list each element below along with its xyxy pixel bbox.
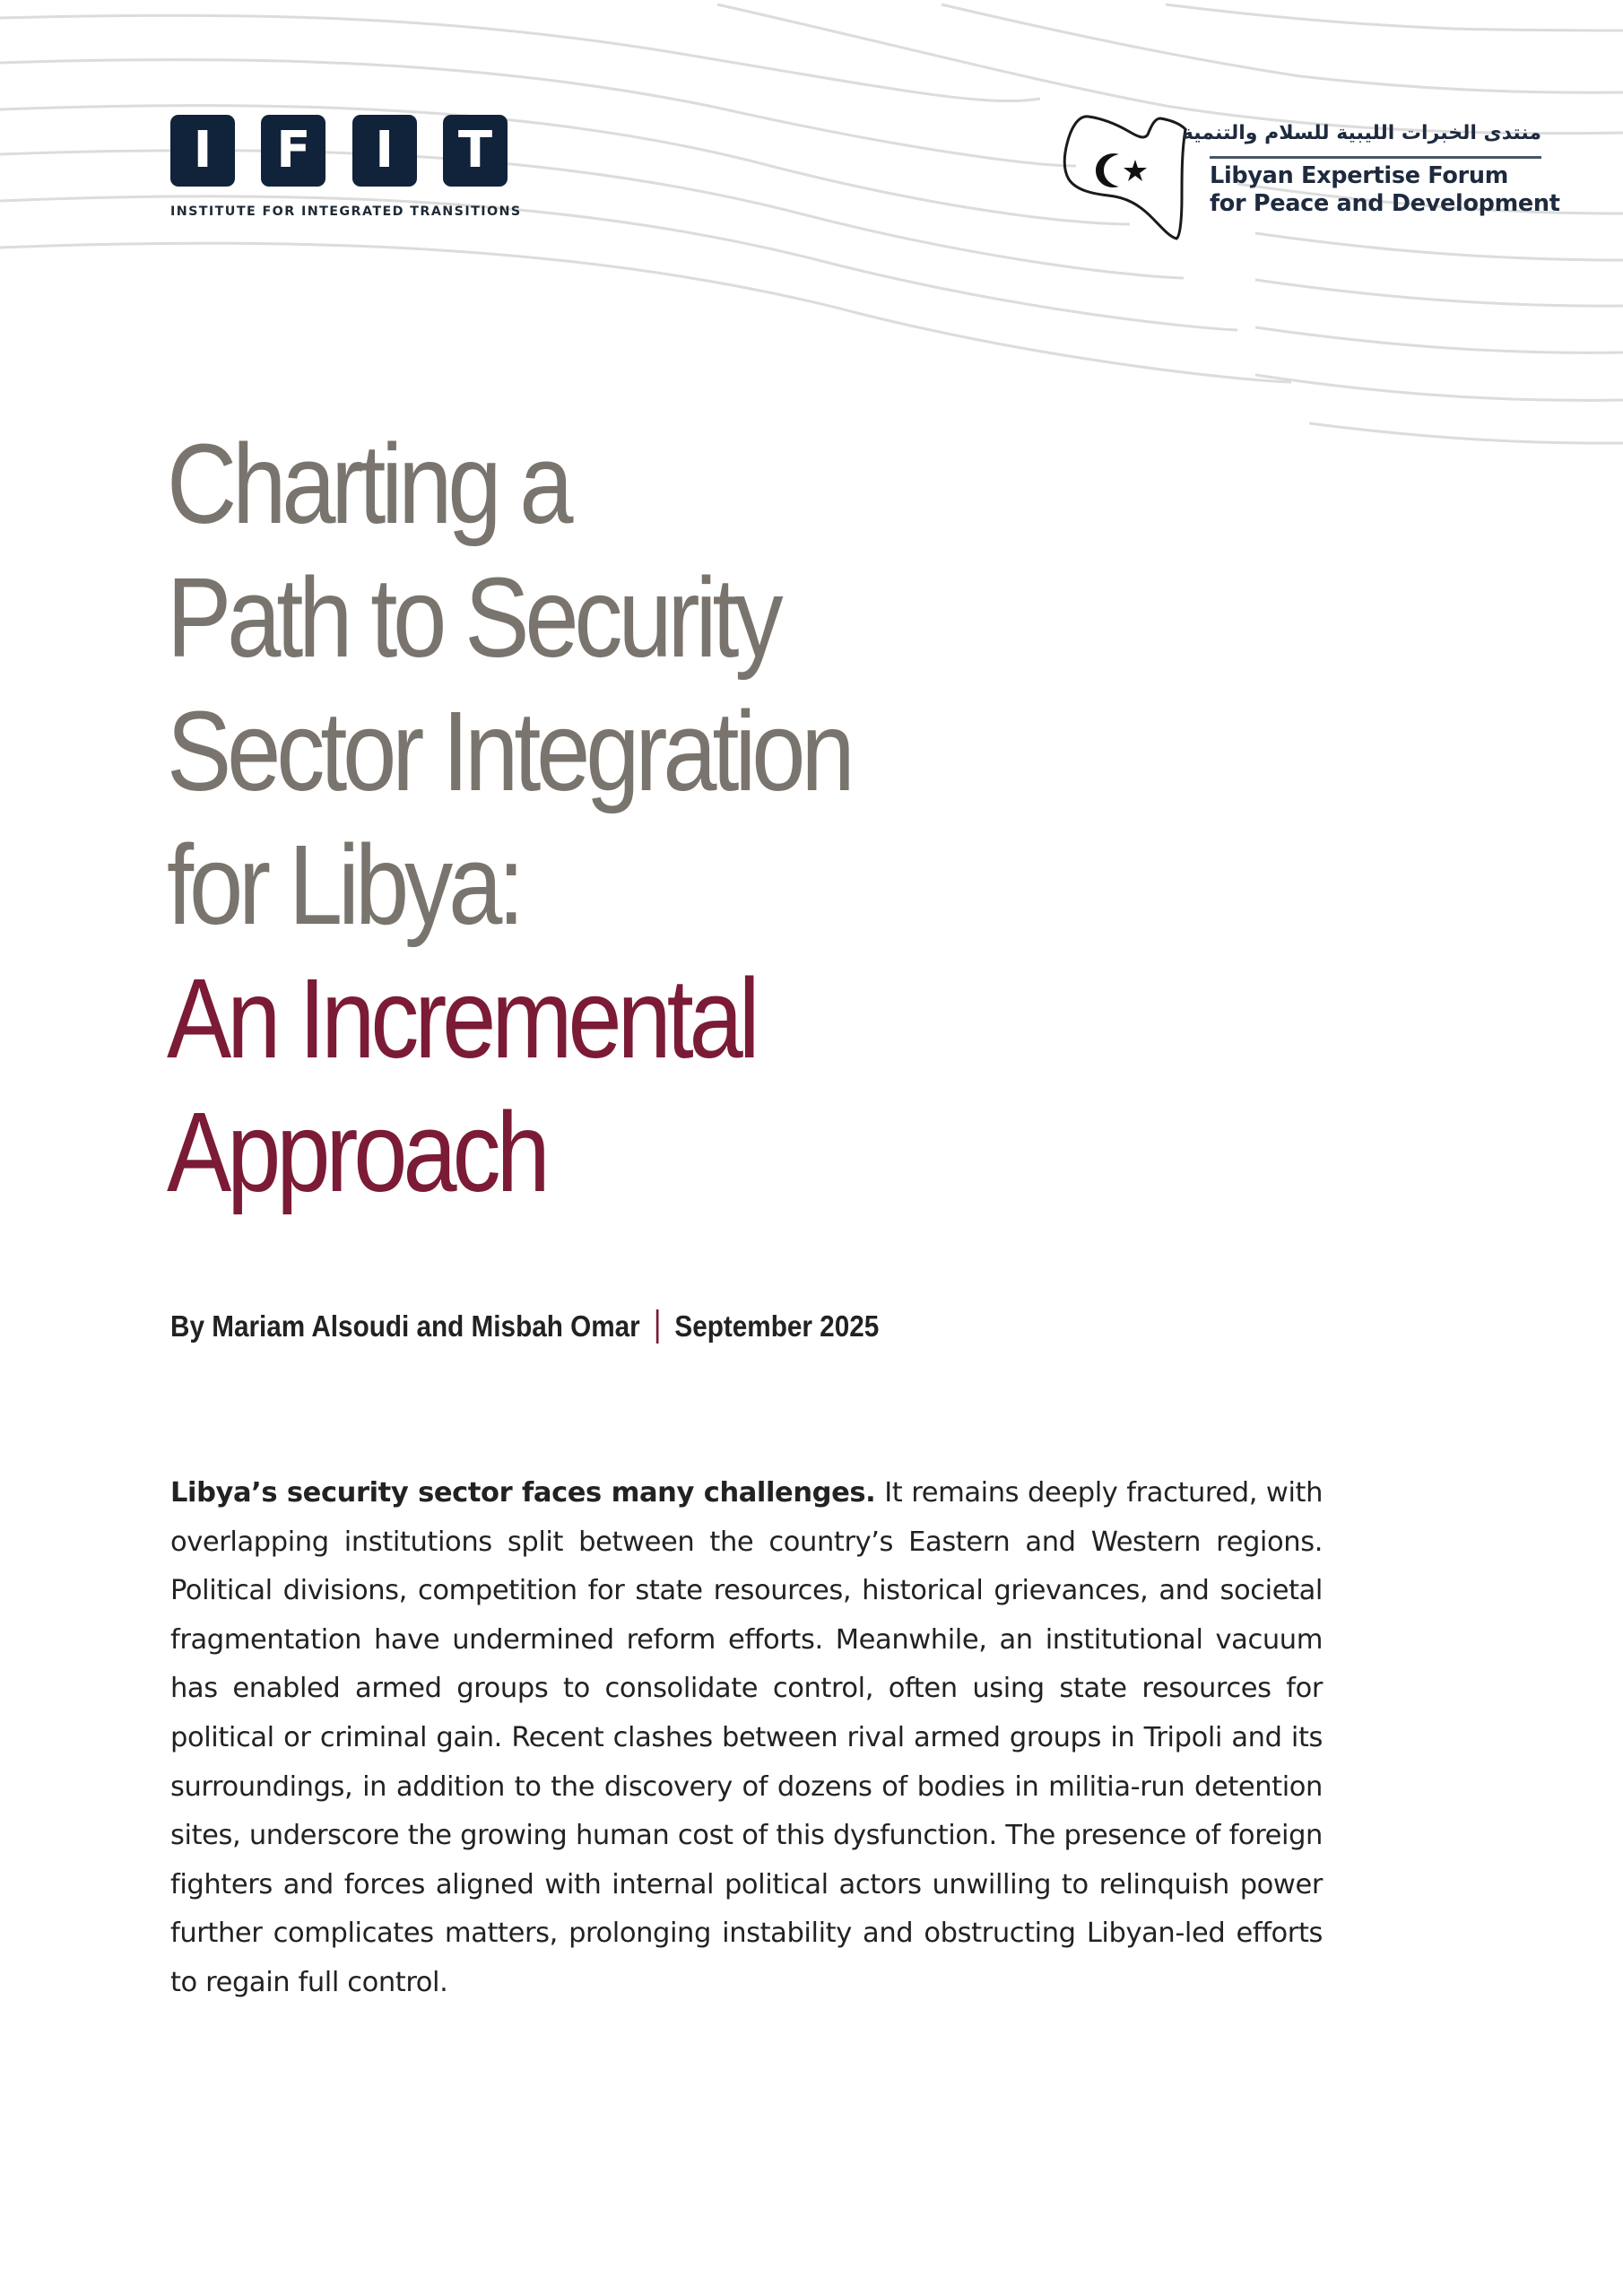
lef-logo: [1062, 111, 1560, 246]
publication-date: September 2025: [674, 1309, 880, 1343]
title-line: Sector Integration: [167, 688, 851, 814]
wave-line: [1255, 327, 1623, 352]
intro-lead-sentence: Libya’s security sector faces many challenges.: [170, 1477, 876, 1509]
wave-line: [0, 15, 1040, 100]
title-line: Charting a: [167, 421, 569, 547]
lef-english-name-line-1: Libyan Expertise Forum: [1210, 162, 1508, 189]
subtitle-line: Approach: [167, 1089, 546, 1215]
ifit-letter-block: I: [352, 115, 417, 187]
libya-map-outline: [1064, 117, 1185, 239]
crescent-icon: [1096, 153, 1119, 187]
wave-line: [0, 106, 1130, 224]
star-icon: [1124, 160, 1147, 181]
ifit-letter-block: F: [261, 115, 325, 187]
ifit-logo-blocks: [170, 115, 508, 187]
libya-map-crescent-star-icon: [1062, 111, 1196, 242]
ifit-letter-block: I: [170, 115, 235, 187]
wave-line: [1255, 375, 1623, 400]
lef-divider: [1210, 156, 1541, 159]
intro-body-text: It remains deeply fractured, with overlapping institutions split between the country’s Eastern and Western regions. Political divisions, competition for state resources, historical grievances, and societal fragmentation have undermined reform efforts. Meanwhile, an institutional vacuum has enabled armed groups to consolidate control, often using state resources for political or criminal gain. Recent clashes between rival armed groups in Tripoli and its surroundings, in addition to the discovery of dozens of bodies in militia-run detention sites, underscore the growing human cost of this dysfunction. The presence of foreign fighters and forces aligned with internal political actors unwilling to relinquish power further complicates matters, prolonging instability and obstructing Libyan-led efforts to regain full control.: [170, 1477, 1324, 1998]
wave-line: [1166, 4, 1623, 30]
ifit-logo: [170, 115, 522, 219]
lef-arabic-name: منتدى الخبرات الليبية للسلام والتنمية: [1181, 122, 1541, 144]
title-line: for Libya:: [167, 822, 521, 948]
wave-line: [0, 60, 1076, 166]
lef-english-name-line-2: for Peace and Development: [1210, 190, 1560, 217]
ifit-letter-block: T: [443, 115, 508, 187]
wave-line: [942, 4, 1623, 92]
byline: [170, 1309, 879, 1344]
author-names: By Mariam Alsoudi and Misbah Omar: [170, 1309, 640, 1343]
document-title: [167, 417, 850, 1219]
wave-line: [0, 243, 1291, 382]
subtitle-line: An Incremental: [167, 955, 756, 1082]
byline-separator: [656, 1309, 659, 1344]
ifit-tagline: INSTITUTE FOR INTEGRATED TRANSITIONS: [170, 204, 522, 219]
title-line: Path to Security: [167, 554, 779, 681]
intro-paragraph: [170, 1469, 1323, 2008]
wave-line: [1255, 280, 1623, 306]
wave-line: [1309, 423, 1623, 443]
lef-text-block: [1181, 111, 1560, 218]
